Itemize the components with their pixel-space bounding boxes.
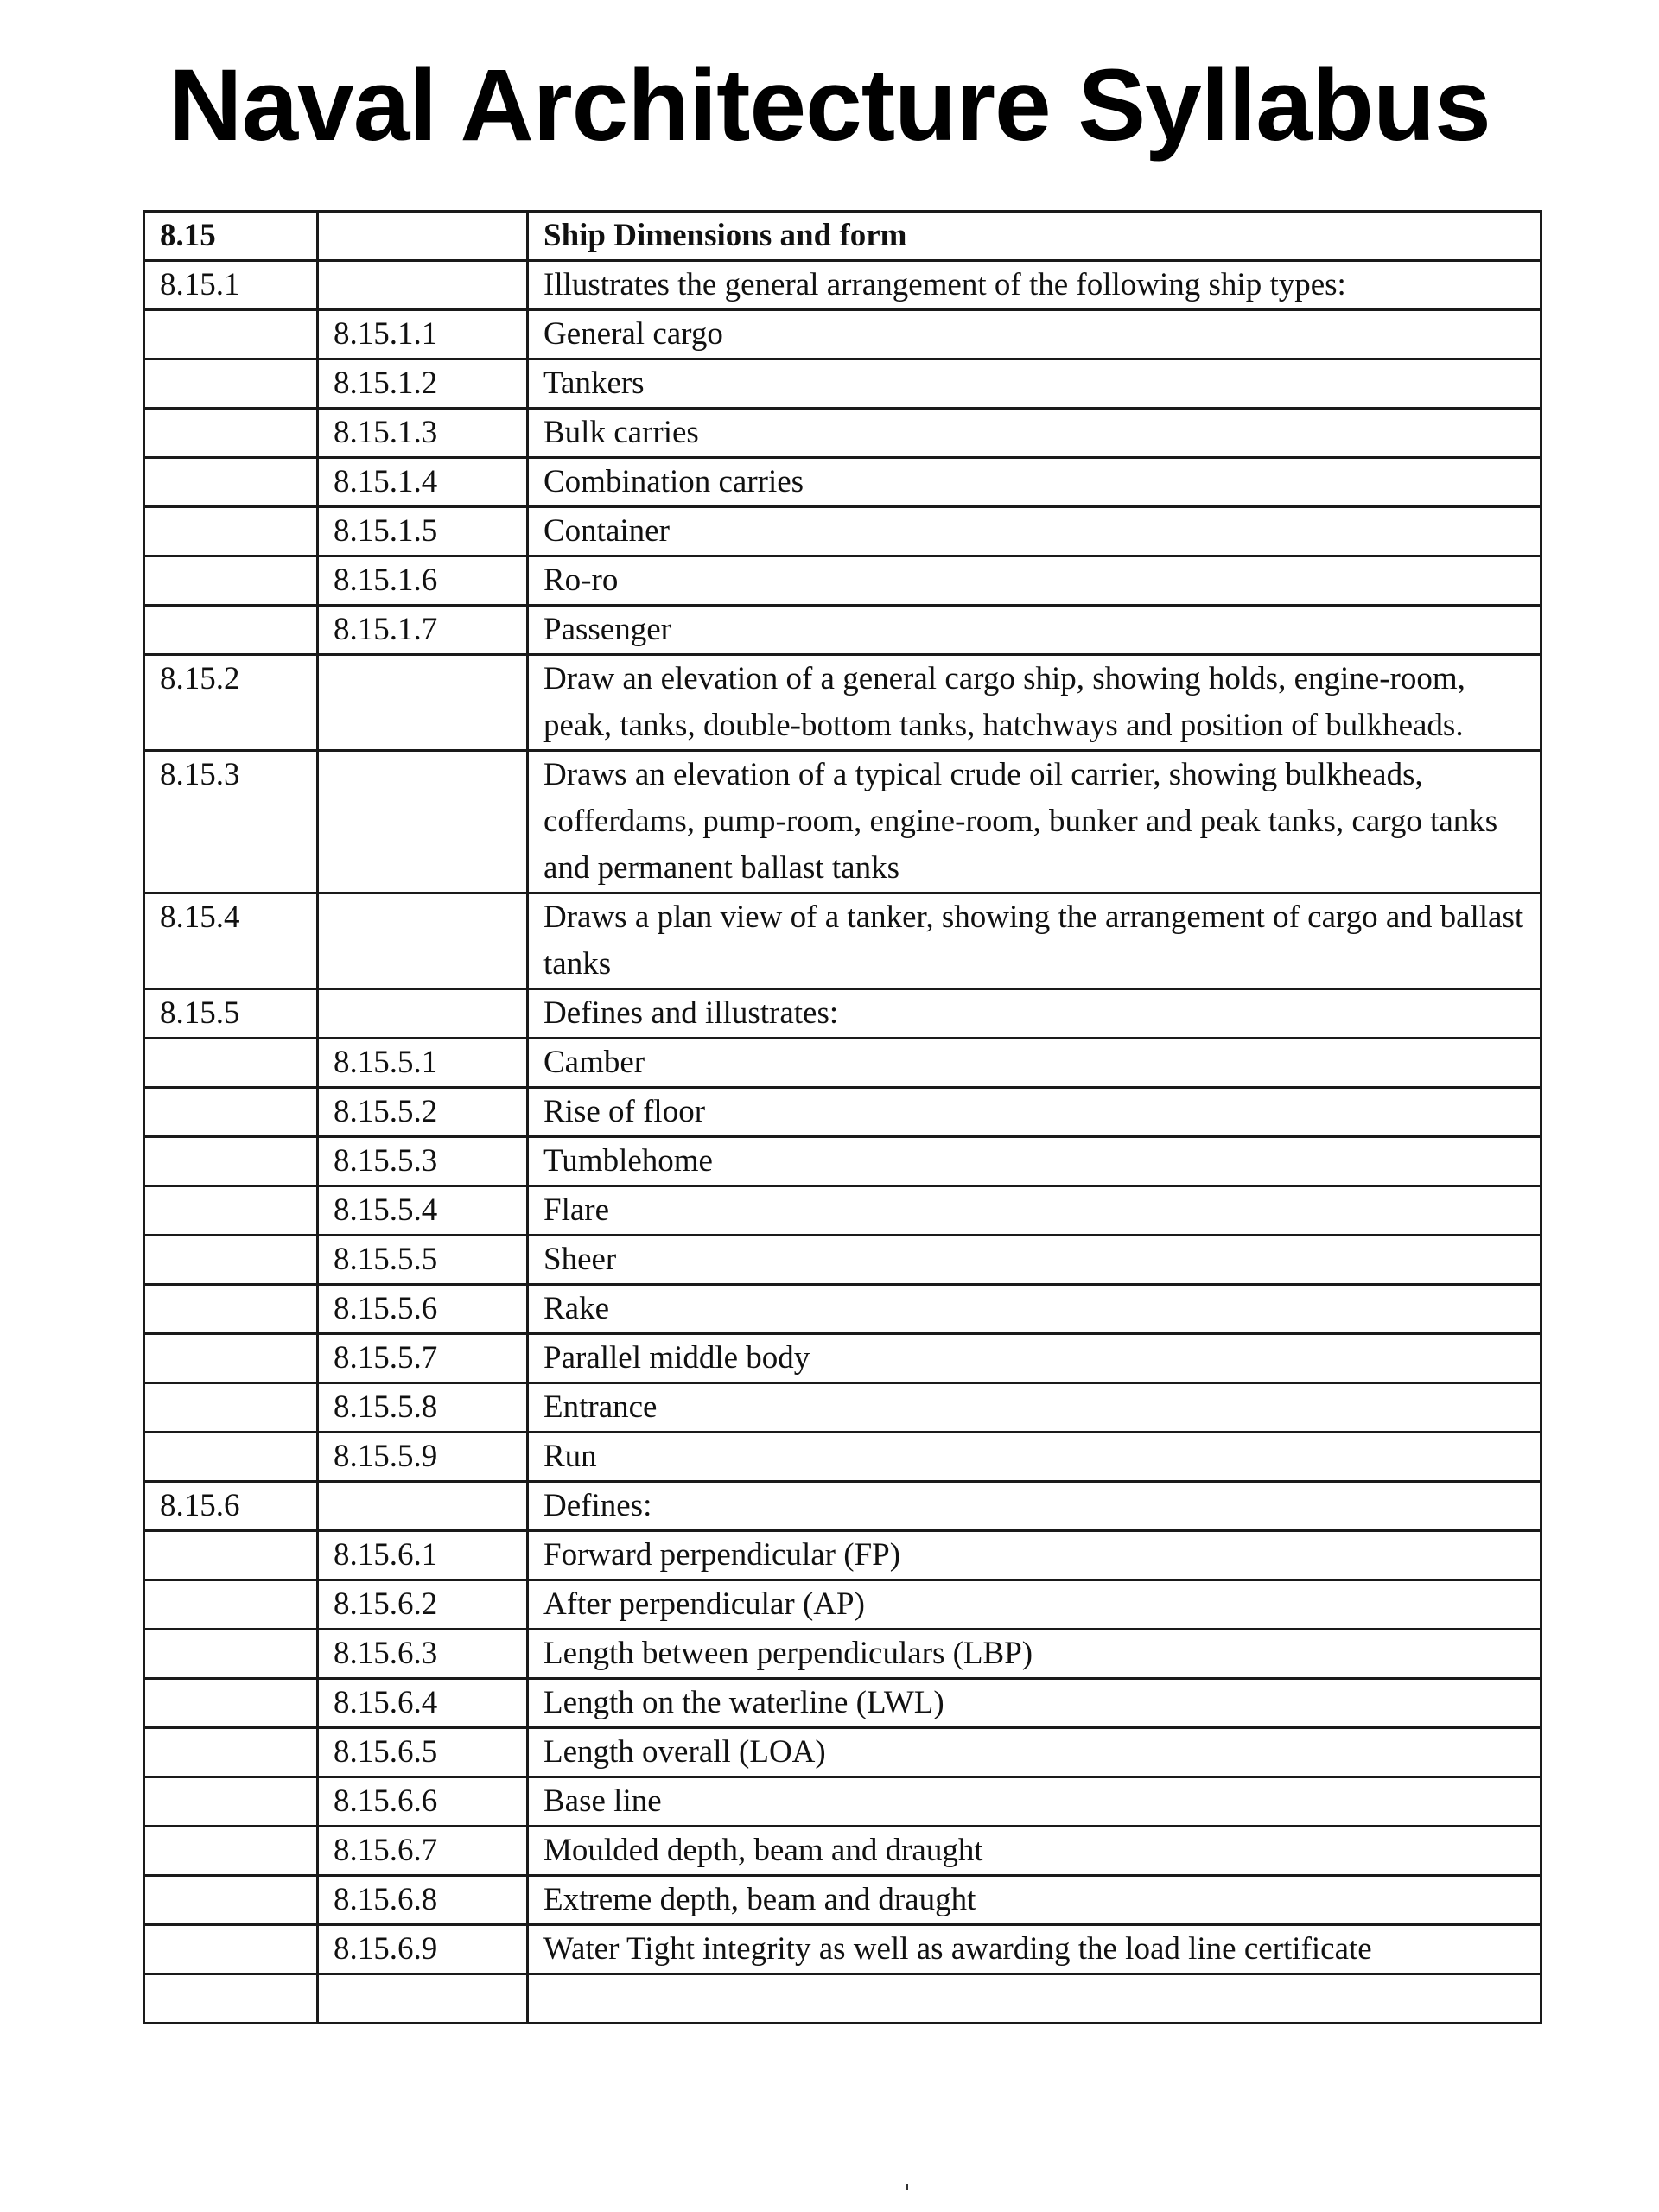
section-number-cell	[144, 1334, 318, 1383]
section-number-cell: 8.15.1	[144, 261, 318, 310]
table-row	[144, 1827, 1541, 1876]
section-number-cell	[144, 1925, 318, 1974]
description-cell: Parallel middle body	[528, 1334, 1541, 1383]
subsection-number-cell	[318, 1974, 528, 2024]
table-row	[144, 359, 1541, 409]
section-number-cell	[144, 1777, 318, 1827]
table-row	[144, 989, 1541, 1039]
description-cell: Forward perpendicular (FP)	[528, 1531, 1541, 1580]
table-row	[144, 751, 1541, 893]
description-cell: Illustrates the general arrangement of the following ship types:	[528, 261, 1541, 310]
table-row	[144, 458, 1541, 507]
table-row	[144, 655, 1541, 751]
section-number-cell	[144, 606, 318, 655]
subsection-number-cell: 8.15.6.5	[318, 1728, 528, 1777]
description-cell: Length between perpendiculars (LBP)	[528, 1630, 1541, 1679]
description-cell: Defines:	[528, 1482, 1541, 1531]
section-number-cell	[144, 1039, 318, 1088]
subsection-number-cell: 8.15.5.7	[318, 1334, 528, 1383]
subsection-number-cell: 8.15.5.6	[318, 1285, 528, 1334]
description-cell: Camber	[528, 1039, 1541, 1088]
table-row	[144, 1433, 1541, 1482]
table-row	[144, 1285, 1541, 1334]
subsection-number-cell: 8.15.5.9	[318, 1433, 528, 1482]
subsection-number-cell	[318, 893, 528, 989]
description-cell: Entrance	[528, 1383, 1541, 1433]
subsection-number-cell: 8.15.5.1	[318, 1039, 528, 1088]
description-cell: Passenger	[528, 606, 1541, 655]
subsection-number-cell: 8.15.6.2	[318, 1580, 528, 1630]
table-row	[144, 1236, 1541, 1285]
subsection-number-cell: 8.15.6.4	[318, 1679, 528, 1728]
subsection-number-cell	[318, 989, 528, 1039]
subsection-number-cell	[318, 261, 528, 310]
subsection-number-cell: 8.15.5.2	[318, 1088, 528, 1137]
table-row	[144, 1482, 1541, 1531]
subsection-number-cell: 8.15.6.9	[318, 1925, 528, 1974]
description-cell: Water Tight integrity as well as awarding the load line certificate	[528, 1925, 1541, 1974]
table-row	[144, 1728, 1541, 1777]
description-cell: Rake	[528, 1285, 1541, 1334]
description-cell: Length on the waterline (LWL)	[528, 1679, 1541, 1728]
table-row	[144, 212, 1541, 261]
section-number-cell	[144, 310, 318, 359]
section-number-cell	[144, 1876, 318, 1925]
subsection-number-cell: 8.15.6.3	[318, 1630, 528, 1679]
description-cell: Bulk carries	[528, 409, 1541, 458]
section-number-cell	[144, 1580, 318, 1630]
table-row	[144, 1876, 1541, 1925]
section-number-cell: 8.15.5	[144, 989, 318, 1039]
section-number-cell	[144, 1728, 318, 1777]
subsection-number-cell: 8.15.1.5	[318, 507, 528, 556]
section-number-cell	[144, 1433, 318, 1482]
section-number-cell: 8.15.6	[144, 1482, 318, 1531]
section-number-cell	[144, 1236, 318, 1285]
section-number-cell	[144, 1827, 318, 1876]
description-cell: Ro-ro	[528, 556, 1541, 606]
subsection-number-cell: 8.15.5.5	[318, 1236, 528, 1285]
table-row	[144, 261, 1541, 310]
description-cell: Container	[528, 507, 1541, 556]
section-number-cell: 8.15.3	[144, 751, 318, 893]
subsection-number-cell	[318, 212, 528, 261]
table-row	[144, 1383, 1541, 1433]
table-row	[144, 409, 1541, 458]
subsection-number-cell: 8.15.1.7	[318, 606, 528, 655]
section-number-cell	[144, 1186, 318, 1236]
description-cell	[528, 1974, 1541, 2024]
description-cell: General cargo	[528, 310, 1541, 359]
syllabus-table-body	[144, 212, 1541, 2024]
description-cell: Defines and illustrates:	[528, 989, 1541, 1039]
section-number-cell	[144, 359, 318, 409]
subsection-number-cell: 8.15.1.6	[318, 556, 528, 606]
table-row	[144, 1679, 1541, 1728]
section-number-cell	[144, 1088, 318, 1137]
page-footer-mark	[906, 2184, 908, 2190]
description-cell: Rise of floor	[528, 1088, 1541, 1137]
description-cell: Draw an elevation of a general cargo ship, showing holds, engine-room, peak, tanks, double-bottom tanks, hatchways and position of bulkheads.	[528, 655, 1541, 751]
table-row	[144, 606, 1541, 655]
section-number-cell	[144, 1285, 318, 1334]
section-number-cell: 8.15.2	[144, 655, 318, 751]
subsection-number-cell: 8.15.1.1	[318, 310, 528, 359]
subsection-number-cell: 8.15.6.6	[318, 1777, 528, 1827]
subsection-number-cell	[318, 751, 528, 893]
description-cell: Run	[528, 1433, 1541, 1482]
table-row	[144, 1088, 1541, 1137]
description-cell: Base line	[528, 1777, 1541, 1827]
subsection-number-cell: 8.15.6.8	[318, 1876, 528, 1925]
description-cell: Length overall (LOA)	[528, 1728, 1541, 1777]
section-number-cell: 8.15	[144, 212, 318, 261]
page-title: Naval Architecture Syllabus	[168, 48, 1491, 162]
description-cell: Tumblehome	[528, 1137, 1541, 1186]
table-row	[144, 1039, 1541, 1088]
description-cell: Tankers	[528, 359, 1541, 409]
description-cell: Combination carries	[528, 458, 1541, 507]
subsection-number-cell: 8.15.5.8	[318, 1383, 528, 1433]
table-row	[144, 1334, 1541, 1383]
section-number-cell	[144, 1137, 318, 1186]
subsection-number-cell	[318, 655, 528, 751]
description-cell: Ship Dimensions and form	[528, 212, 1541, 261]
section-number-cell: 8.15.4	[144, 893, 318, 989]
subsection-number-cell: 8.15.1.3	[318, 409, 528, 458]
subsection-number-cell: 8.15.5.3	[318, 1137, 528, 1186]
section-number-cell	[144, 556, 318, 606]
section-number-cell	[144, 1531, 318, 1580]
table-row	[144, 1580, 1541, 1630]
table-row	[144, 1531, 1541, 1580]
description-cell: Extreme depth, beam and draught	[528, 1876, 1541, 1925]
description-cell: Draws a plan view of a tanker, showing the arrangement of cargo and ballast tanks	[528, 893, 1541, 989]
table-row	[144, 1925, 1541, 1974]
subsection-number-cell: 8.15.1.4	[318, 458, 528, 507]
subsection-number-cell: 8.15.5.4	[318, 1186, 528, 1236]
section-number-cell	[144, 1383, 318, 1433]
table-row	[144, 310, 1541, 359]
subsection-number-cell: 8.15.6.7	[318, 1827, 528, 1876]
syllabus-table	[143, 210, 1542, 2024]
table-row	[144, 556, 1541, 606]
subsection-number-cell	[318, 1482, 528, 1531]
table-row	[144, 1186, 1541, 1236]
description-cell: Draws an elevation of a typical crude oil carrier, showing bulkheads, cofferdams, pump-room, engine-room, bunker and peak tanks, cargo tanks and permanent ballast tanks	[528, 751, 1541, 893]
table-row	[144, 1630, 1541, 1679]
subsection-number-cell: 8.15.1.2	[318, 359, 528, 409]
description-cell: Sheer	[528, 1236, 1541, 1285]
description-cell: Flare	[528, 1186, 1541, 1236]
table-row	[144, 1137, 1541, 1186]
description-cell: Moulded depth, beam and draught	[528, 1827, 1541, 1876]
section-number-cell	[144, 1630, 318, 1679]
section-number-cell	[144, 458, 318, 507]
section-number-cell	[144, 409, 318, 458]
description-cell: After perpendicular (AP)	[528, 1580, 1541, 1630]
subsection-number-cell: 8.15.6.1	[318, 1531, 528, 1580]
table-row	[144, 1777, 1541, 1827]
section-number-cell	[144, 1679, 318, 1728]
section-number-cell	[144, 507, 318, 556]
section-number-cell	[144, 1974, 318, 2024]
table-row	[144, 507, 1541, 556]
table-row	[144, 893, 1541, 989]
table-row	[144, 1974, 1541, 2024]
